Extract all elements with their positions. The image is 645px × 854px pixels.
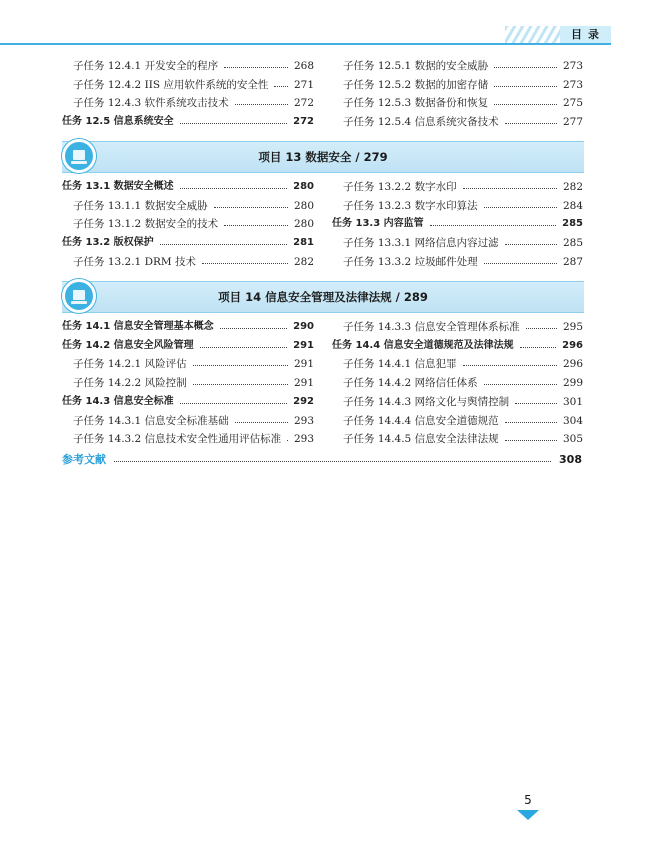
entry-label: 任务 13.2 版权保护 (62, 237, 154, 249)
entry-label: 子任务 12.4.2 IIS 应用软件系统的安全性 (73, 78, 269, 91)
project-13-banner (62, 141, 584, 173)
toc-subtask-entry[interactable] (332, 412, 583, 430)
toc-subtask-entry[interactable] (332, 197, 583, 215)
entry-label: 任务 13.1 数据安全概述 (62, 181, 174, 192)
leader-dots (463, 188, 557, 189)
entry-page-number: 287 (562, 255, 583, 268)
page-number: 5 (524, 793, 532, 807)
entry-page-number: 304 (562, 414, 583, 427)
entry-label: 任务 14.4 信息安全道德规范及法律法规 (332, 339, 514, 351)
references-label[interactable]: 参考文献 (62, 453, 106, 466)
toc-subtask-entry[interactable] (62, 355, 314, 373)
entry-page-number: 284 (562, 199, 583, 212)
leader-dots (505, 422, 557, 423)
entry-page-number: 291 (293, 339, 314, 351)
leader-dots (214, 207, 288, 208)
entry-label: 子任务 13.3.1 网络信息内容过滤 (343, 237, 499, 250)
entry-label: 子任务 13.1.1 数据安全威胁 (73, 199, 208, 212)
entry-page-number: 271 (293, 78, 314, 91)
leader-dots (220, 328, 287, 329)
leader-dots (274, 86, 288, 87)
header-rule (0, 43, 611, 45)
entry-label: 子任务 14.3.3 信息安全管理体系标准 (343, 321, 520, 333)
toc-task-entry[interactable] (62, 318, 314, 336)
leader-dots (505, 440, 557, 441)
toc-subtask-entry[interactable] (332, 318, 583, 336)
leader-dots (494, 67, 557, 68)
leader-dots (515, 403, 557, 404)
project-14-title: 项目 14 信息安全管理及法律法规 / 289 (218, 290, 428, 304)
entry-page-number: 273 (562, 78, 583, 91)
entry-label: 子任务 14.2.1 风险评估 (73, 358, 187, 371)
entry-label: 子任务 14.4.4 信息安全道德规范 (343, 414, 499, 427)
toc-task-entry[interactable] (62, 113, 314, 131)
entry-label: 子任务 14.3.1 信息安全标准基础 (73, 414, 229, 427)
leader-dots (484, 384, 557, 385)
entry-label: 子任务 12.5.4 信息系统灾备技术 (343, 116, 499, 129)
leader-dots (224, 67, 288, 68)
toc-subtask-entry[interactable] (332, 113, 583, 131)
entry-label: 任务 14.3 信息安全标准 (62, 395, 174, 407)
leader-dots (193, 365, 288, 366)
entry-label: 子任务 13.2.2 数字水印 (343, 181, 457, 193)
toc-subtask-entry[interactable] (62, 76, 314, 94)
leader-dots (430, 225, 556, 226)
entry-label: 子任务 14.4.2 网络信任体系 (343, 377, 478, 390)
toc-subtask-entry[interactable] (62, 57, 314, 75)
leader-dots (224, 225, 288, 226)
toc-subtask-entry[interactable] (62, 430, 314, 448)
entry-page-number: 291 (293, 377, 314, 390)
toc-subtask-entry[interactable] (332, 430, 583, 448)
page-marker-triangle-icon (517, 810, 539, 820)
toc-subtask-entry[interactable] (332, 178, 583, 196)
header-title: 目录 (571, 28, 605, 41)
entry-page-number: 299 (562, 377, 583, 390)
entry-page-number: 295 (562, 321, 583, 333)
entry-page-number: 293 (293, 433, 314, 446)
entry-label: 子任务 14.4.3 网络文化与舆情控制 (343, 395, 510, 408)
leader-dots (180, 188, 287, 189)
references-page: 308 (559, 453, 582, 466)
entry-label: 子任务 14.3.2 信息技术安全性通用评估标准 (73, 433, 282, 446)
entry-label: 子任务 12.5.1 数据的安全威胁 (343, 60, 489, 72)
entry-page-number: 293 (293, 414, 314, 427)
entry-page-number: 272 (293, 97, 314, 110)
toc-task-entry[interactable] (332, 337, 583, 355)
toc-task-entry[interactable] (62, 337, 314, 355)
entry-label: 子任务 14.4.5 信息安全法律法规 (343, 433, 499, 446)
leader-dots (494, 86, 557, 87)
toc-subtask-entry[interactable] (62, 197, 314, 215)
entry-label: 子任务 12.5.3 数据备份和恢复 (343, 97, 489, 110)
entry-label: 子任务 13.1.2 数据安全的技术 (73, 218, 219, 231)
entry-label: 任务 14.1 信息安全管理基本概念 (62, 321, 214, 332)
toc-subtask-entry[interactable] (62, 215, 314, 233)
entry-page-number: 291 (293, 358, 314, 371)
leader-dots (202, 263, 288, 264)
toc-subtask-entry[interactable] (332, 393, 583, 411)
leader-dots (484, 263, 557, 264)
toc-subtask-entry[interactable] (332, 355, 583, 373)
leader-dots (180, 403, 287, 404)
toc-subtask-entry[interactable] (332, 374, 583, 392)
leader-dots (235, 104, 288, 105)
toc-task-entry[interactable] (62, 393, 314, 411)
entry-label: 子任务 12.4.1 开发安全的程序 (73, 60, 219, 72)
entry-page-number: 268 (293, 60, 314, 72)
project-13-title: 项目 13 数据安全 / 279 (258, 150, 388, 164)
entry-page-number: 280 (293, 181, 314, 192)
entry-page-number: 290 (293, 321, 314, 332)
toc-subtask-entry[interactable] (332, 57, 583, 75)
entry-label: 子任务 13.3.2 垃圾邮件处理 (343, 255, 478, 268)
entry-page-number: 301 (562, 395, 583, 408)
leader-dots (160, 244, 287, 245)
leader-dots (520, 347, 556, 348)
toc-task-entry[interactable] (62, 234, 314, 252)
leader-dots (484, 207, 557, 208)
toc-task-entry[interactable] (62, 178, 314, 196)
entry-page-number: 285 (562, 218, 583, 230)
entry-label: 任务 13.3 内容监管 (332, 218, 424, 230)
toc-subtask-entry[interactable] (62, 374, 314, 392)
toc-subtask-entry[interactable] (62, 253, 314, 271)
entry-label: 任务 14.2 信息安全风险管理 (62, 339, 194, 351)
entry-page-number: 275 (562, 97, 583, 110)
entry-page-number: 282 (562, 181, 583, 193)
leader-dots (505, 244, 557, 245)
leader-dots (505, 123, 557, 124)
leader-dots (200, 347, 287, 348)
entry-label: 子任务 13.2.3 数字水印算法 (343, 199, 478, 212)
entry-page-number: 282 (293, 255, 314, 268)
leader-dots (114, 461, 551, 462)
project-14-banner (62, 281, 584, 313)
entry-page-number: 296 (562, 339, 583, 351)
toc-subtask-entry[interactable] (62, 412, 314, 430)
entry-label: 子任务 14.4.1 信息犯罪 (343, 358, 457, 371)
entry-page-number: 280 (293, 199, 314, 212)
references-entry[interactable] (62, 451, 582, 469)
leader-dots (180, 123, 287, 124)
toc-task-entry[interactable] (332, 215, 583, 233)
toc-subtask-entry[interactable] (332, 94, 583, 112)
leader-dots (287, 440, 288, 441)
toc-subtask-entry[interactable] (332, 234, 583, 252)
toc-subtask-entry[interactable] (332, 253, 583, 271)
entry-page-number: 296 (562, 358, 583, 371)
toc-subtask-entry[interactable] (332, 76, 583, 94)
entry-page-number: 292 (293, 395, 314, 407)
leader-dots (463, 365, 557, 366)
entry-page-number: 280 (293, 218, 314, 231)
page-header (0, 26, 611, 44)
entry-page-number: 285 (562, 237, 583, 250)
entry-label: 子任务 13.2.1 DRM 技术 (73, 255, 196, 268)
entry-page-number: 277 (562, 116, 583, 129)
leader-dots (235, 422, 288, 423)
leader-dots (526, 328, 557, 329)
entry-label: 子任务 12.5.2 数据的加密存储 (343, 78, 489, 91)
leader-dots (193, 384, 288, 385)
entry-label: 子任务 12.4.3 软件系统攻击技术 (73, 97, 229, 110)
entry-page-number: 281 (293, 237, 314, 249)
toc-subtask-entry[interactable] (62, 94, 314, 112)
entry-label: 任务 12.5 信息系统安全 (62, 116, 174, 128)
leader-dots (494, 104, 557, 105)
entry-page-number: 273 (562, 60, 583, 72)
entry-label: 子任务 14.2.2 风险控制 (73, 377, 187, 390)
entry-page-number: 305 (562, 433, 583, 446)
entry-page-number: 272 (293, 116, 314, 128)
